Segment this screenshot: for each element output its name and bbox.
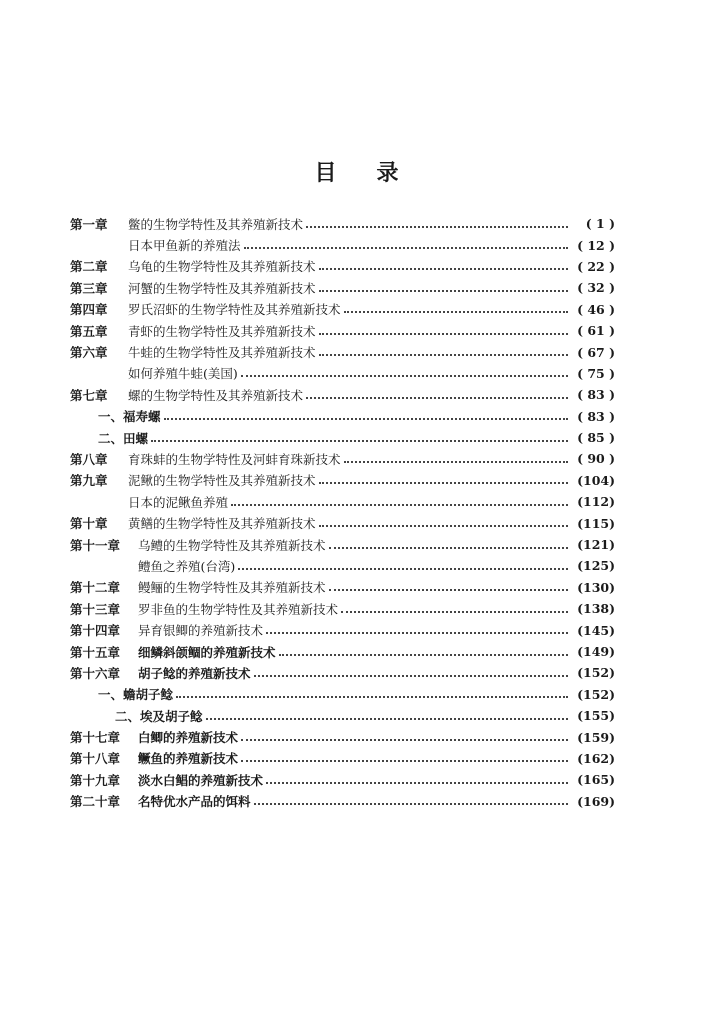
toc-row[interactable] bbox=[70, 384, 615, 405]
toc-row[interactable] bbox=[70, 512, 615, 533]
entry-title: 淡水白鲳的养殖新技术 bbox=[138, 772, 264, 788]
entry-title: 异育银鲫的养殖新技术 bbox=[138, 623, 264, 639]
toc-row[interactable] bbox=[70, 341, 615, 362]
toc-row[interactable] bbox=[70, 641, 615, 662]
leader-dots bbox=[241, 739, 568, 741]
toc-row[interactable] bbox=[70, 256, 615, 277]
entry-title: 牛蛙的生物学特性及其养殖新技术 bbox=[128, 345, 316, 361]
toc-row[interactable] bbox=[70, 577, 615, 598]
toc-row[interactable] bbox=[70, 427, 615, 448]
leader-dots bbox=[241, 375, 568, 377]
page-number: ( 90 ) bbox=[577, 451, 615, 467]
chapter-label: 第十九章 bbox=[70, 772, 121, 788]
toc-row[interactable] bbox=[70, 684, 615, 705]
table-of-contents bbox=[70, 213, 615, 812]
chapter-label: 第四章 bbox=[70, 302, 108, 318]
entry-title: 二、埃及胡子鲶 bbox=[115, 708, 203, 724]
chapter-label: 第十六章 bbox=[70, 665, 121, 681]
toc-row[interactable] bbox=[70, 320, 615, 341]
leader-dots bbox=[266, 632, 568, 634]
chapter-label: 第九章 bbox=[70, 473, 108, 489]
page-number: ( 83 ) bbox=[577, 408, 615, 424]
chapter-label: 第五章 bbox=[70, 323, 108, 339]
toc-row[interactable] bbox=[70, 448, 615, 469]
leader-dots bbox=[279, 654, 568, 656]
page-number: (125) bbox=[577, 558, 615, 574]
entry-title: 细鳞斜颌鲴的养殖新技术 bbox=[138, 644, 276, 660]
chapter-label: 第十章 bbox=[70, 516, 108, 532]
toc-row[interactable] bbox=[70, 534, 615, 555]
leader-dots bbox=[319, 333, 568, 335]
toc-row[interactable] bbox=[70, 491, 615, 512]
toc-row[interactable] bbox=[70, 406, 615, 427]
entry-title: 一、蟾胡子鲶 bbox=[98, 687, 174, 703]
page-number: (162) bbox=[577, 750, 615, 766]
page-number: ( 85 ) bbox=[577, 430, 615, 446]
chapter-label: 第十二章 bbox=[70, 580, 121, 596]
entry-title: 一、福寿螺 bbox=[98, 409, 161, 425]
title-char-1: 目 bbox=[314, 160, 339, 186]
toc-row[interactable] bbox=[70, 791, 615, 812]
chapter-label: 第十五章 bbox=[70, 644, 121, 660]
page-number: ( 75 ) bbox=[577, 365, 615, 381]
page-number: (145) bbox=[577, 622, 615, 638]
entry-title: 青虾的生物学特性及其养殖新技术 bbox=[128, 323, 316, 339]
page-number: ( 67 ) bbox=[577, 344, 615, 360]
page-number: (121) bbox=[577, 537, 615, 553]
leader-dots bbox=[164, 418, 568, 420]
page-number: (130) bbox=[577, 579, 615, 595]
page-title bbox=[0, 156, 715, 187]
page-number: ( 83 ) bbox=[577, 387, 615, 403]
chapter-label: 第十一章 bbox=[70, 537, 121, 553]
page-number: (149) bbox=[577, 644, 615, 659]
toc-row[interactable] bbox=[70, 769, 615, 790]
entry-title: 黄鳝的生物学特性及其养殖新技术 bbox=[128, 516, 316, 532]
leader-dots bbox=[254, 803, 568, 805]
leader-dots bbox=[306, 226, 568, 228]
page-number: ( 46 ) bbox=[577, 301, 615, 317]
leader-dots bbox=[254, 675, 568, 677]
toc-row[interactable] bbox=[70, 299, 615, 320]
chapter-label: 第十三章 bbox=[70, 601, 121, 617]
page-number: ( 32 ) bbox=[577, 280, 615, 296]
entry-title: 罗氏沼虾的生物学特性及其养殖新技术 bbox=[128, 302, 341, 318]
page-number: (159) bbox=[577, 729, 615, 745]
entry-title: 名特优水产品的饵料 bbox=[138, 794, 251, 810]
toc-row[interactable] bbox=[70, 555, 615, 576]
toc-row[interactable] bbox=[70, 619, 615, 640]
entry-title: 胡子鲶的养殖新技术 bbox=[138, 665, 251, 681]
entry-title: 泥鳅的生物学特性及其养殖新技术 bbox=[128, 473, 316, 489]
page-number: (104) bbox=[577, 472, 615, 488]
entry-title: 鳢鱼之养殖(台湾) bbox=[138, 558, 236, 574]
page-number: ( 1 ) bbox=[585, 216, 615, 232]
leader-dots bbox=[206, 718, 568, 720]
entry-title: 罗非鱼的生物学特性及其养殖新技术 bbox=[138, 601, 339, 617]
entry-title: 乌龟的生物学特性及其养殖新技术 bbox=[128, 259, 316, 275]
page-number: (169) bbox=[577, 793, 615, 809]
leader-dots bbox=[319, 354, 568, 356]
entry-title: 乌鳢的生物学特性及其养殖新技术 bbox=[138, 537, 326, 553]
leader-dots bbox=[238, 568, 568, 570]
page-number: (138) bbox=[577, 601, 615, 617]
page-number: ( 22 ) bbox=[577, 258, 615, 274]
page-number: (115) bbox=[577, 515, 615, 531]
leader-dots bbox=[319, 482, 568, 484]
entry-title: 二、田螺 bbox=[98, 430, 149, 446]
page-number: (112) bbox=[577, 494, 615, 510]
leader-dots bbox=[329, 589, 568, 591]
toc-row[interactable] bbox=[70, 213, 615, 234]
leader-dots bbox=[151, 440, 568, 442]
toc-row[interactable] bbox=[70, 470, 615, 491]
toc-row[interactable] bbox=[70, 662, 615, 683]
page-number: ( 12 ) bbox=[577, 237, 615, 253]
leader-dots bbox=[341, 611, 568, 613]
chapter-label: 第六章 bbox=[70, 345, 108, 361]
toc-row[interactable] bbox=[70, 234, 615, 255]
leader-dots bbox=[329, 547, 568, 549]
chapter-label: 第一章 bbox=[70, 216, 108, 232]
toc-row[interactable] bbox=[70, 726, 615, 747]
entry-title: 日本的泥鳅鱼养殖 bbox=[128, 494, 229, 510]
page-number: ( 61 ) bbox=[577, 323, 615, 339]
chapter-label: 第二章 bbox=[70, 259, 108, 275]
toc-row[interactable] bbox=[70, 277, 615, 298]
entry-title: 螺的生物学特性及其养殖新技术 bbox=[128, 387, 304, 403]
toc-row[interactable] bbox=[70, 363, 615, 384]
leader-dots bbox=[244, 247, 568, 249]
chapter-label: 第七章 bbox=[70, 387, 108, 403]
chapter-label: 第二十章 bbox=[70, 794, 121, 810]
leader-dots bbox=[266, 782, 568, 784]
chapter-label: 第十七章 bbox=[70, 730, 121, 746]
entry-title: 如何养殖牛蛙(美国) bbox=[128, 366, 238, 382]
page-number: (152) bbox=[577, 665, 615, 681]
entry-title: 鳗鲡的生物学特性及其养殖新技术 bbox=[138, 580, 326, 596]
entry-title: 鳖的生物学特性及其养殖新技术 bbox=[128, 216, 304, 232]
leader-dots bbox=[319, 268, 568, 270]
leader-dots bbox=[319, 290, 568, 292]
leader-dots bbox=[344, 311, 568, 313]
entry-title: 育珠蚌的生物学特性及河蚌育珠新技术 bbox=[128, 451, 341, 467]
page-number: (165) bbox=[577, 772, 615, 788]
page-number: (155) bbox=[577, 708, 615, 724]
entry-title: 河蟹的生物学特性及其养殖新技术 bbox=[128, 280, 316, 296]
entry-title: 日本甲鱼新的养殖法 bbox=[128, 238, 241, 254]
chapter-label: 第十四章 bbox=[70, 623, 121, 639]
leader-dots bbox=[231, 504, 568, 506]
toc-row[interactable] bbox=[70, 598, 615, 619]
leader-dots bbox=[344, 461, 568, 463]
page-number: (152) bbox=[577, 686, 615, 702]
entry-title: 鳜鱼的养殖新技术 bbox=[138, 751, 239, 767]
leader-dots bbox=[319, 525, 568, 527]
chapter-label: 第十八章 bbox=[70, 751, 121, 767]
chapter-label: 第三章 bbox=[70, 280, 108, 296]
entry-title: 白鲫的养殖新技术 bbox=[138, 730, 239, 746]
leader-dots bbox=[176, 696, 568, 698]
title-char-2: 录 bbox=[376, 160, 401, 186]
leader-dots bbox=[241, 760, 568, 762]
leader-dots bbox=[306, 397, 568, 399]
toc-row[interactable] bbox=[70, 705, 615, 726]
toc-row[interactable] bbox=[70, 748, 615, 769]
chapter-label: 第八章 bbox=[70, 451, 108, 467]
